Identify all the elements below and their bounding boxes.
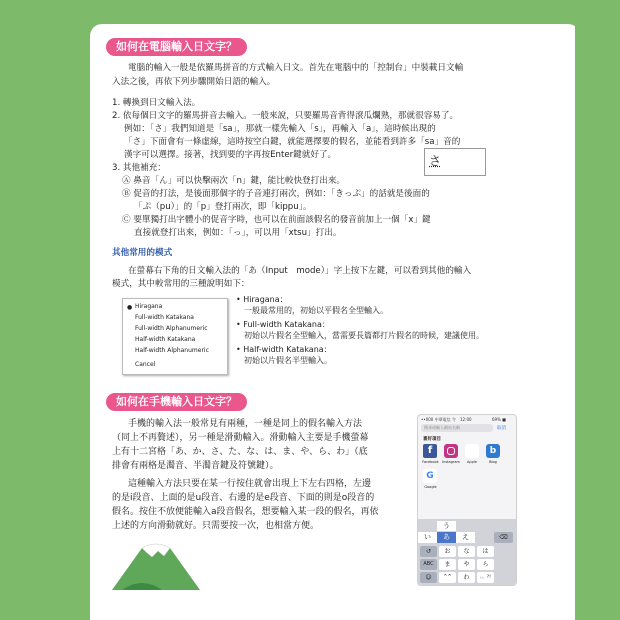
phone-search-placeholder: 搜尋或輸入網站名稱 [424,425,460,430]
phone-status-left: ••000 中華電信 令 [421,417,456,422]
ime-preview-char: さ [429,154,442,168]
bullet-1-desc: 一般最常用的，初始以平假名全型輸入。 [244,306,388,315]
bullet-2-title: • Full-width Katakana： [236,320,330,329]
intro-line-1: 電腦的輸入一般是依羅馬拼音的方式輸入日文。首先在電腦中的「控制台」中裝載日文輸 [128,63,464,73]
key-ma[interactable]: ま [439,559,456,570]
bullet-3-title: • Half-width Katakana： [236,345,332,354]
phone-search-field[interactable] [421,424,493,432]
other-modes-subheading: 其他常用的模式 [112,248,173,258]
other-modes-line-1: 在螢幕右下角的日文輸入法的「あ（Input mode）」字上按下左鍵，可以看到其他的輸入 [128,266,472,276]
flick-up-key[interactable]: う [437,521,456,531]
phone-favorites-title: 喜好項目 [423,437,441,442]
side-margin [575,24,620,620]
menu-item-full-katakana[interactable]: Full-width Katakana [135,314,194,321]
blog-icon[interactable]: b [486,444,500,458]
key-wa[interactable]: わ [458,572,475,583]
phone-status-right: 69% ■ [492,417,506,422]
ime-preview-box [424,148,486,176]
key-o[interactable]: お [439,546,456,557]
note-c-line-1: Ⓒ 要單獨打出字體小的促音字時，也可以在前面該假名的發音前加上一個「x」鍵 [122,215,431,225]
emoji-key[interactable]: ☺ [420,572,437,583]
mountain-illustration [112,536,200,590]
key-ya[interactable]: や [458,559,475,570]
bullet-2-desc: 初始以片假名全型輸入，當需要長篇都打片假名的時候，建議使用。 [244,331,484,340]
menu-item-cancel[interactable]: Cancel [135,361,156,368]
app-label-blog: Blog [489,460,497,464]
key-na[interactable]: な [458,546,475,557]
p1-line-4: 排會有兩格是濁音、半濁音鍵及符號鍵）。 [112,461,279,471]
menu-item-half-alnum[interactable]: Half-width Alphanumeric [135,347,209,354]
p2-line-1: 這種輸入方法只要在某一行按住就會出現上下左右四格，左邊 [128,479,372,489]
note-b-line-1: Ⓑ 促音的打法，是後面那個字的子音連打兩次，例如：「きっぷ」的話就是後面的 [122,189,430,199]
input-mode-menu [122,298,228,375]
menu-item-full-alnum[interactable]: Full-width Alphanumeric [135,325,208,332]
abc-key[interactable]: ABC [420,559,437,570]
menu-item-half-katakana[interactable]: Half-width Katakana [135,336,196,343]
google-icon[interactable]: G [423,469,437,483]
step-1: 1. 轉換到日文輸入法。 [112,98,201,108]
selected-dot-icon: ● [127,304,133,311]
flick-right-key[interactable]: え [456,532,475,543]
phone-screenshot [417,414,517,586]
p1-line-3: 上有十二宮格「あ、か、さ、た、な、は、ま、や、ら、わ」（底 [112,447,368,457]
phone-status-time: 12:00 [460,417,472,422]
bullet-1-title: • Hiragana： [236,295,288,304]
app-label-apple: Apple [467,460,477,464]
step-2-line-1: 2. 依每個日文字的羅馬拼音去輸入。一般來說，只要羅馬音背得滾瓜爛熟，那就很容易了。 [112,111,459,121]
note-b-line-2: 「ぷ（pu）」的「p」登打兩次，即「kippu」。 [134,202,312,212]
section2-heading: 如何在手機輸入日文字？ [106,393,247,411]
p2-line-4: 上述的方向滑動就好。只需要按一次，也相當方便。 [112,521,320,531]
app-label-instagram: Instagram [442,460,460,464]
mode-bullets [236,294,484,366]
facebook-icon[interactable]: f [423,444,437,458]
p1-line-2: （同上不再贅述），另一種是滑動輸入。滑動輸入主要是手機螢幕 [112,433,369,443]
flick-center-key[interactable]: あ [437,532,456,543]
key-ra[interactable]: ら [477,559,494,570]
other-modes-line-2: 模式，其中較常用的三種說明如下： [112,279,250,289]
note-c-line-2: 直接就登打出來，例如：「っ」，可以用「xtsu」打出。 [134,228,342,238]
menu-item-hiragana[interactable]: Hiragana [135,303,163,310]
intro-line-2: 入法之後，再依下列步驟開始日語的輸入。 [112,77,276,87]
bullet-3-desc: 初始以片假名半型輸入。 [244,356,332,365]
apple-icon[interactable] [465,444,479,458]
backspace-key[interactable]: ⌫ [494,532,513,543]
step-3: 3. 其他補充： [112,163,166,173]
phone-cancel-button[interactable]: 取消 [497,426,506,431]
step-2-line-4: 漢字可以選擇。接著，找到要的字再按Enter鍵就好了。 [124,150,337,160]
p1-line-1: 手機的輸入法一般常見有兩種，一種是同上的假名輸入方法 [128,419,363,429]
punctuation-key[interactable]: 、。?! [477,572,494,583]
p2-line-2: 的是i段音、上面的是u段音、右邊的是e段音、下面的則是o段音的 [112,493,375,503]
step-2-line-3: 「さ」下面會有一條虛線，這時按空白鍵，就能選擇要的假名，並能看到許多「sa」音的 [124,137,461,147]
dakuten-key[interactable]: ^^ [439,572,456,583]
key-ha[interactable]: は [477,546,494,557]
undo-key[interactable]: ↺ [420,546,437,557]
p2-line-3: 假名。按住不放便能輸入a段音假名，想要輸入某一段的假名，再依 [112,507,379,517]
step-2-line-2: 例如：「さ」我們知道是「sa」，那就一樣先輸入「s」，再輸入「a」，這時候出現的 [124,124,436,134]
note-a: Ⓐ 鼻音「ん」可以快擊兩次「n」鍵，能比較快登打出來。 [122,176,346,186]
app-label-google: Google [424,485,437,489]
section1-heading: 如何在電腦輸入日文字？ [106,38,247,56]
app-label-facebook: Facebook [422,460,439,464]
instagram-icon[interactable] [444,444,458,458]
flick-left-key[interactable]: い [418,532,437,543]
